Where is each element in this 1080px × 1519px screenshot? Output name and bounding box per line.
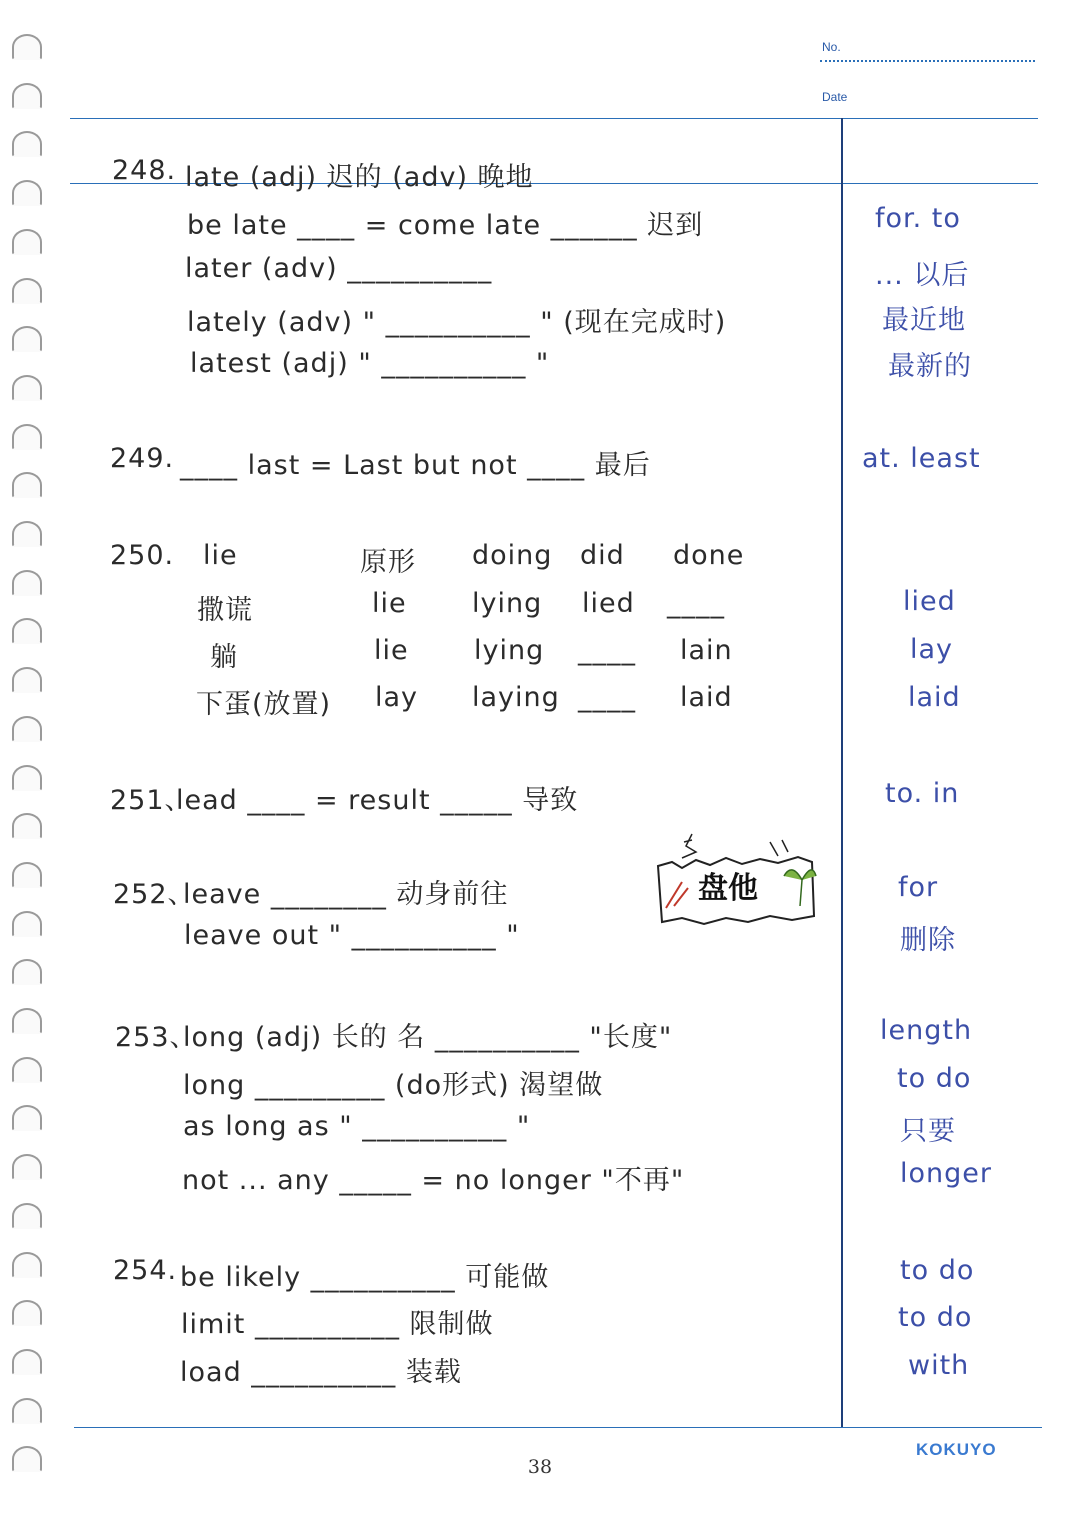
binder-ring (12, 424, 42, 450)
entry-text: later (adv) __________ (185, 253, 493, 284)
table-cell: laid (680, 682, 733, 713)
entry-text: late (adj) 迟的 (adv) 晚地 (185, 162, 534, 193)
answer-text: for. to (875, 203, 961, 234)
binder-ring (12, 375, 42, 401)
table-cell: ____ (667, 588, 725, 619)
binder-ring (12, 229, 42, 255)
sticker-text: 盘他 (698, 871, 758, 906)
answer-text: at. least (862, 443, 981, 474)
binder-ring (12, 1057, 42, 1083)
entry-number: 254. (113, 1255, 178, 1286)
binder-ring (12, 180, 42, 206)
brand-logo: KOKUYO (916, 1440, 997, 1459)
binder-ring (12, 716, 42, 742)
no-line (820, 60, 1035, 62)
answer-text: to do (900, 1255, 975, 1286)
binder-ring (12, 570, 42, 596)
table-cell: lying (472, 588, 543, 619)
answer-column-divider (841, 118, 843, 1428)
answer-text: length (880, 1015, 973, 1046)
table-cell: ____ (578, 635, 636, 666)
binder-ring (12, 813, 42, 839)
entry-number: 251、 (110, 785, 193, 816)
table-cell: lying (474, 635, 545, 666)
binder-ring (12, 618, 42, 644)
table-cell: lain (680, 635, 733, 666)
entry-text: ____ last = Last but not ____ 最后 (180, 450, 651, 481)
entry-text: leave out " __________ " (184, 920, 520, 951)
binder-ring (12, 131, 42, 157)
table-cell: lay (375, 682, 419, 713)
table-cell: 下蛋(放置) (196, 689, 332, 720)
entry-number: 252、 (113, 879, 196, 910)
no-label: No. (822, 40, 841, 54)
binder-ring (12, 911, 42, 937)
table-header: done (673, 540, 745, 571)
table-cell: lie (372, 588, 407, 619)
binder-ring (12, 1105, 42, 1131)
binder-ring (12, 1398, 42, 1424)
entry-number: 249. (110, 443, 175, 474)
table-header: did (580, 540, 625, 571)
binder-ring (12, 1154, 42, 1180)
entry-text: long (adj) 长的 名 __________ "长度" (183, 1022, 673, 1053)
entry-text: lead ____ = result _____ 导致 (176, 785, 579, 816)
table-header: lie (203, 540, 238, 571)
table-cell: 撒谎 (197, 595, 253, 626)
entry-text: limit __________ 限制做 (181, 1309, 494, 1340)
binder-ring (12, 278, 42, 304)
binder-ring (12, 1300, 42, 1326)
entry-number: 248. (112, 155, 177, 186)
answer-text: to. in (885, 778, 960, 809)
entry-text: lately (adv) " __________ " (现在完成时) (187, 307, 727, 338)
table-cell: ____ (578, 682, 636, 713)
answer-text: 删除 (900, 925, 956, 956)
binder-ring (12, 959, 42, 985)
table-cell: 躺 (210, 642, 238, 673)
answer-text: longer (900, 1158, 992, 1189)
answer-text: to do (897, 1063, 972, 1094)
entry-text: not ... any _____ = no longer "不再" (182, 1165, 685, 1196)
binder-ring (12, 1349, 42, 1375)
answer-text: laid (908, 682, 961, 713)
entry-number: 250. (110, 540, 175, 571)
entry-text: leave ________ 动身前往 (183, 879, 509, 910)
binder-ring (12, 1203, 42, 1229)
answer-text: with (908, 1350, 970, 1381)
entry-number: 253、 (115, 1022, 198, 1053)
answer-text: lied (903, 586, 956, 617)
binder-ring (12, 1008, 42, 1034)
table-header: doing (472, 540, 553, 571)
binder-ring (12, 862, 42, 888)
binder-ring (12, 34, 42, 60)
entry-text: long _________ (do形式) 渴望做 (183, 1070, 604, 1101)
entry-text: be late ____ = come late ______ 迟到 (187, 210, 704, 241)
page-number: 38 (527, 1456, 553, 1478)
table-cell: laying (472, 682, 560, 713)
table-cell: lie (374, 635, 409, 666)
top-rule (70, 118, 1038, 119)
entry-text: be likely __________ 可能做 (180, 1262, 550, 1293)
binder-ring (12, 326, 42, 352)
bottom-rule (74, 1427, 1042, 1428)
table-cell: lied (582, 588, 635, 619)
answer-text: 最新的 (888, 351, 972, 382)
binder-ring (12, 83, 42, 109)
entry-text: as long as " __________ " (183, 1111, 531, 1142)
binder-ring (12, 1252, 42, 1278)
binder-ring (12, 472, 42, 498)
binder-ring (12, 667, 42, 693)
answer-text: to do (898, 1302, 973, 1333)
answer-text: 最近地 (882, 305, 966, 336)
answer-text: 只要 (900, 1116, 956, 1147)
entry-text: latest (adj) " __________ " (190, 348, 550, 379)
answer-text: ... 以后 (875, 260, 970, 291)
answer-text: for (898, 872, 939, 903)
binder-ring (12, 765, 42, 791)
table-header: 原形 (360, 547, 416, 578)
entry-text: load __________ 装载 (180, 1357, 462, 1388)
binder-ring (12, 521, 42, 547)
date-label: Date (822, 90, 848, 104)
answer-text: lay (910, 634, 954, 665)
sticker-image (652, 832, 818, 928)
